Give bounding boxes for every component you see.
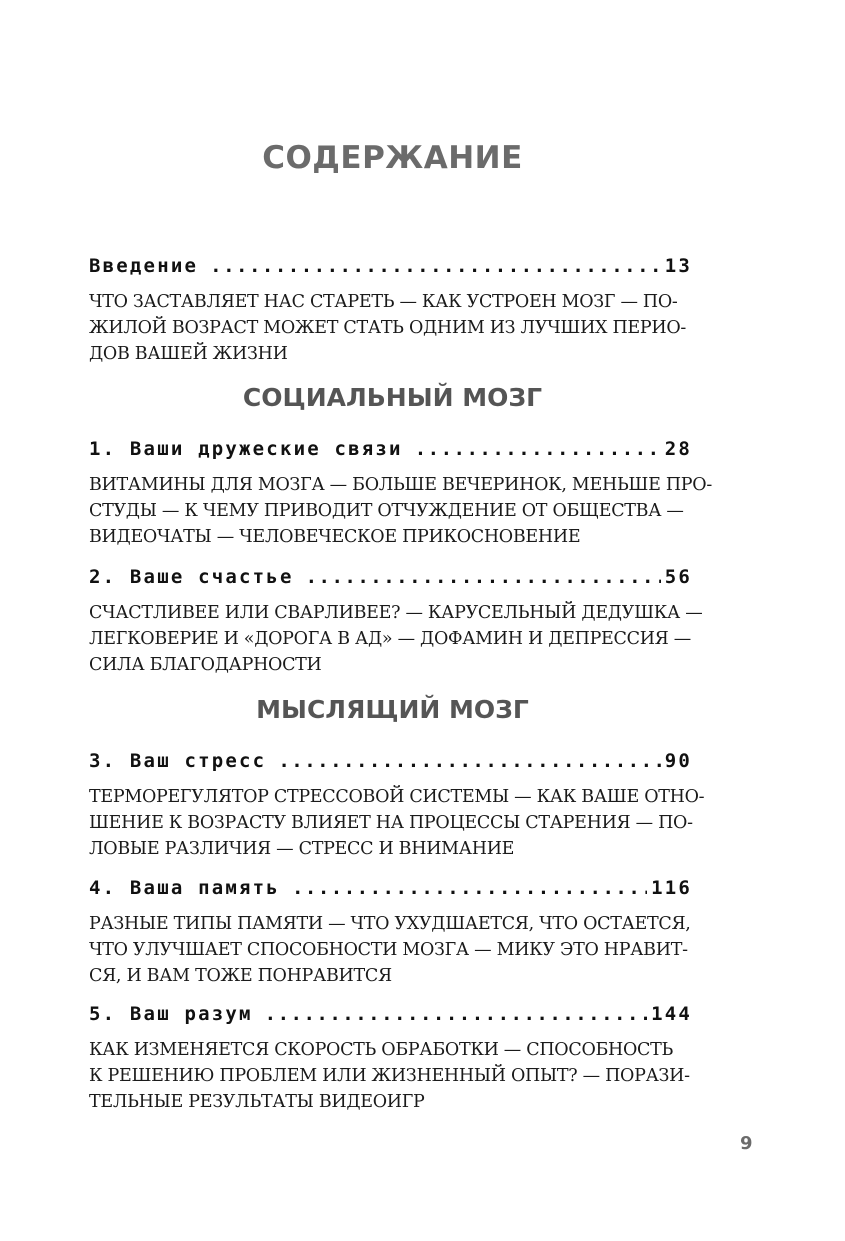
toc-entry-page: 56 xyxy=(664,566,692,588)
dot-leader xyxy=(292,877,647,899)
description-line: ЛОВЫЕ РАЗЛИЧИЯ — СТРЕСС И ВНИМАНИЕ xyxy=(89,839,515,859)
description-line: КАК ИЗМЕНЯЕТСЯ СКОРОСТЬ ОБРАБОТКИ — СПОСОБНОСТЬ xyxy=(89,1040,674,1060)
toc-entry-title: 1. Ваши дружеские связи xyxy=(89,438,403,460)
description-line: СТУДЫ — К ЧЕМУ ПРИВОДИТ ОТЧУЖДЕНИЕ ОТ ОБЩЕСТВА — xyxy=(89,501,684,521)
toc-entry-description xyxy=(89,600,703,678)
description-line: СИЛА БЛАГОДАРНОСТИ xyxy=(89,655,322,675)
description-line: ТЕЛЬНЫЕ РЕЗУЛЬТАТЫ ВИДЕОИГР xyxy=(89,1092,425,1112)
toc-entry-chapter-1 xyxy=(89,438,712,550)
toc-entry-title: 3. Ваш стресс xyxy=(89,750,267,772)
description-line: ЛЕГКОВЕРИЕ И «ДОРОГА В АД» — ДОФАМИН И ДЕПРЕССИЯ — xyxy=(89,629,691,649)
description-line: ШЕНИЕ К ВОЗРАСТУ ВЛИЯЕТ НА ПРОЦЕССЫ СТАРЕНИЯ — ПО- xyxy=(89,813,693,833)
toc-entry-chapter-4 xyxy=(89,877,692,989)
description-line: ЖИЛОЙ ВОЗРАСТ МОЖЕТ СТАТЬ ОДНИМ ИЗ ЛУЧШИХ ПЕРИО- xyxy=(89,318,687,338)
page-number: 9 xyxy=(740,1133,753,1154)
page-title: СОДЕРЖАНИЕ xyxy=(262,140,523,176)
toc-entry-heading xyxy=(89,255,692,283)
toc-entry-heading xyxy=(89,1003,692,1031)
toc-entry-description xyxy=(89,911,692,989)
description-line: ЧТО ЗАСТАВЛЯЕТ НАС СТАРЕТЬ — КАК УСТРОЕН МОЗГ — ПО- xyxy=(89,292,678,312)
description-line: К РЕШЕНИЮ ПРОБЛЕМ ИЛИ ЖИЗНЕННЫЙ ОПЫТ? — ПОРАЗИ- xyxy=(89,1066,690,1086)
toc-entry-page: 90 xyxy=(664,750,692,772)
description-line: ТЕРМОРЕГУЛЯТОР СТРЕССОВОЙ СИСТЕМЫ — КАК ВАШЕ ОТНО- xyxy=(89,787,705,807)
toc-entry-page: 28 xyxy=(664,438,692,460)
description-line: СЧАСТЛИВЕЕ ИЛИ СВАРЛИВЕЕ? — КАРУСЕЛЬНЫЙ ДЕДУШКА — xyxy=(89,603,703,623)
toc-entry-description xyxy=(89,784,705,862)
description-line: ВИДЕОЧАТЫ — ЧЕЛОВЕЧЕСКОЕ ПРИКОСНОВЕНИЕ xyxy=(89,527,581,547)
toc-entry-page: 144 xyxy=(651,1003,692,1025)
toc-entry-title: Введение xyxy=(89,255,199,277)
toc-entry-chapter-5 xyxy=(89,1003,692,1115)
toc-entry-heading xyxy=(89,566,692,594)
toc-entry-chapter-3 xyxy=(89,750,705,862)
toc-entry-title: 2. Ваше счастье xyxy=(89,566,294,588)
description-line: ВИТАМИНЫ ДЛЯ МОЗГА — БОЛЬШЕ ВЕЧЕРИНОК, МЕНЬШЕ ПРО- xyxy=(89,475,712,495)
description-line: ДОВ ВАШЕЙ ЖИЗНИ xyxy=(89,344,288,364)
dot-leader xyxy=(415,438,661,460)
description-line: ЧТО УЛУЧШАЕТ СПОСОБНОСТИ МОЗГА — МИКУ ЭТО НРАВИТ- xyxy=(89,940,688,960)
toc-entry-intro xyxy=(89,255,692,367)
section-title-thinking-brain: МЫСЛЯЩИЙ МОЗГ xyxy=(256,695,529,724)
dot-leader xyxy=(278,750,660,772)
toc-entry-title: 4. Ваша память xyxy=(89,877,280,899)
dot-leader xyxy=(265,1003,647,1025)
dot-leader xyxy=(306,566,661,588)
description-line: СЯ, И ВАМ ТОЖЕ ПОНРАВИТСЯ xyxy=(89,966,392,986)
dot-leader xyxy=(210,255,661,277)
toc-entry-description xyxy=(89,472,712,550)
toc-entry-page: 13 xyxy=(664,255,692,277)
toc-entry-heading xyxy=(89,438,692,466)
toc-entry-description xyxy=(89,1037,692,1115)
toc-entry-heading xyxy=(89,877,692,905)
toc-entry-page: 116 xyxy=(651,877,692,899)
toc-entry-description xyxy=(89,289,692,367)
toc-entry-title: 5. Ваш разум xyxy=(89,1003,253,1025)
toc-entry-heading xyxy=(89,750,692,778)
toc-entry-chapter-2 xyxy=(89,566,703,678)
section-title-social-brain: СОЦИАЛЬНЫЙ МОЗГ xyxy=(242,383,543,412)
description-line: РАЗНЫЕ ТИПЫ ПАМЯТИ — ЧТО УХУДШАЕТСЯ, ЧТО ОСТАЕТСЯ, xyxy=(89,914,691,934)
